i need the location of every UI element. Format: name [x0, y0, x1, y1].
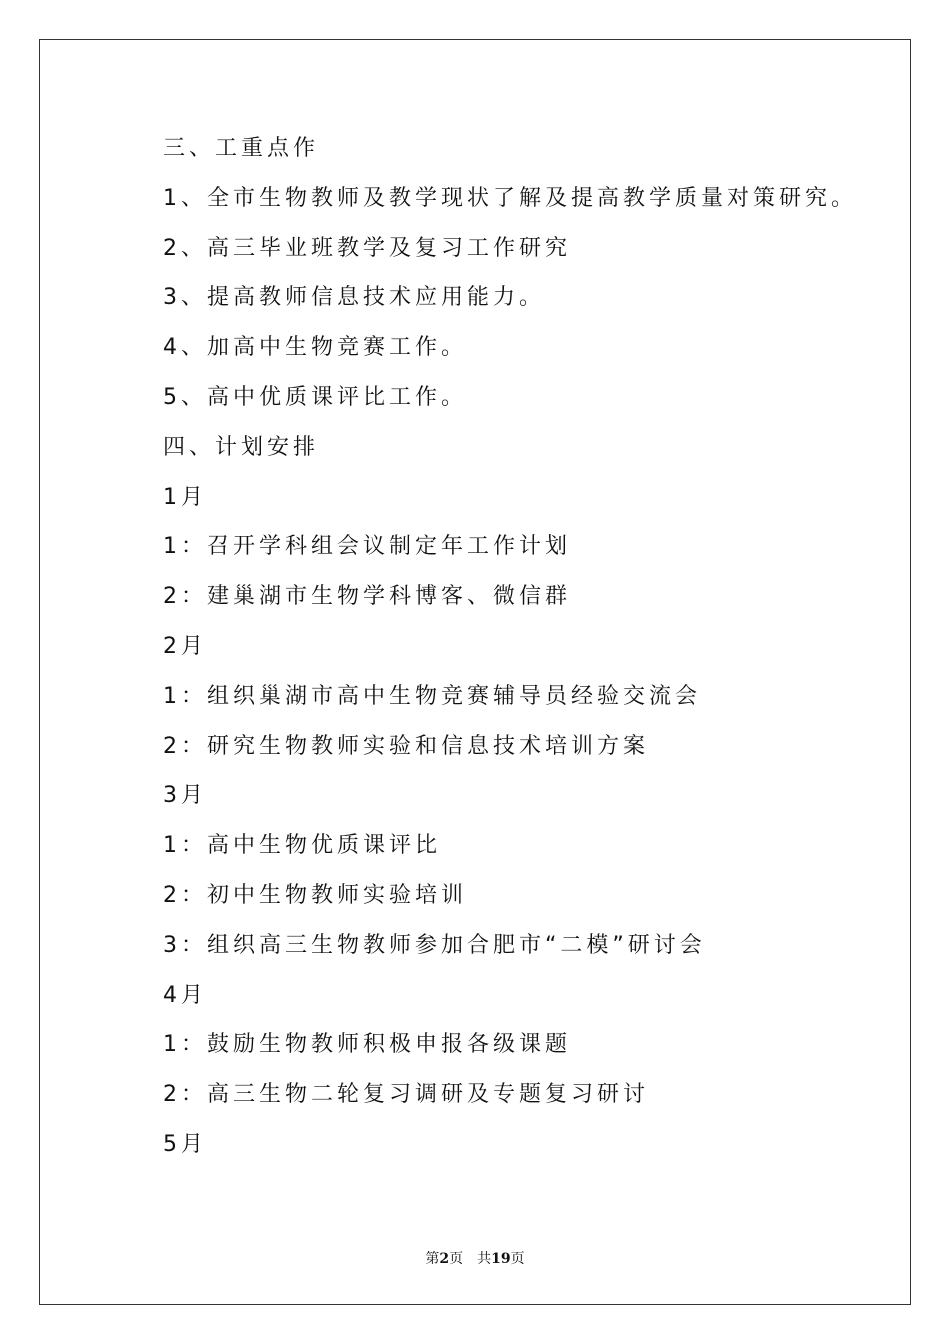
paragraph-item-3: 3、提高教师信息技术应用能力。	[163, 285, 545, 311]
page-suffix: 页	[449, 1251, 464, 1267]
paragraph-item-5: 5、高中优质课评比工作。	[163, 384, 467, 410]
schedule-item: 1：组织巢湖市高中生物竞赛辅导员经验交流会	[163, 683, 701, 709]
month-heading-may: 5月	[163, 1131, 207, 1157]
section-heading-schedule: 四、计划安排	[163, 434, 320, 460]
page-prefix: 第	[425, 1251, 440, 1267]
section-heading-key-work: 三、工重点作	[163, 136, 320, 161]
paragraph-item-2: 2、高三毕业班教学及复习工作研究	[163, 235, 571, 261]
total-suffix: 页	[510, 1251, 525, 1267]
schedule-item: 2：研究生物教师实验和信息技术培训方案	[163, 733, 649, 759]
total-pages: 19	[491, 1251, 511, 1267]
schedule-item: 2：高三生物二轮复习调研及专题复习研讨	[163, 1082, 649, 1108]
schedule-item: 3：组织高三生物教师参加合肥市“二模”研讨会	[163, 932, 706, 958]
document-body	[163, 124, 863, 1170]
paragraph-item-1: 1、全市生物教师及教学现状了解及提高教学质量对策研究。	[163, 185, 857, 211]
schedule-item: 2：建巢湖市生物学科博客、微信群	[163, 584, 571, 610]
schedule-item: 1：高中生物优质课评比	[163, 833, 441, 859]
paragraph-item-4: 4、加高中生物竞赛工作。	[163, 335, 467, 361]
schedule-item: 1：鼓励生物教师积极申报各级课题	[163, 1032, 571, 1058]
month-heading-apr: 4月	[163, 982, 207, 1008]
month-heading-mar: 3月	[163, 783, 207, 809]
schedule-item: 2：初中生物教师实验培训	[163, 882, 467, 908]
schedule-item: 1：召开学科组会议制定年工作计划	[163, 534, 571, 560]
month-heading-feb: 2月	[163, 633, 207, 659]
page-footer	[0, 1248, 950, 1268]
page-number: 2	[439, 1251, 450, 1267]
total-prefix: 共	[477, 1251, 492, 1267]
month-heading-jan: 1月	[163, 484, 207, 510]
